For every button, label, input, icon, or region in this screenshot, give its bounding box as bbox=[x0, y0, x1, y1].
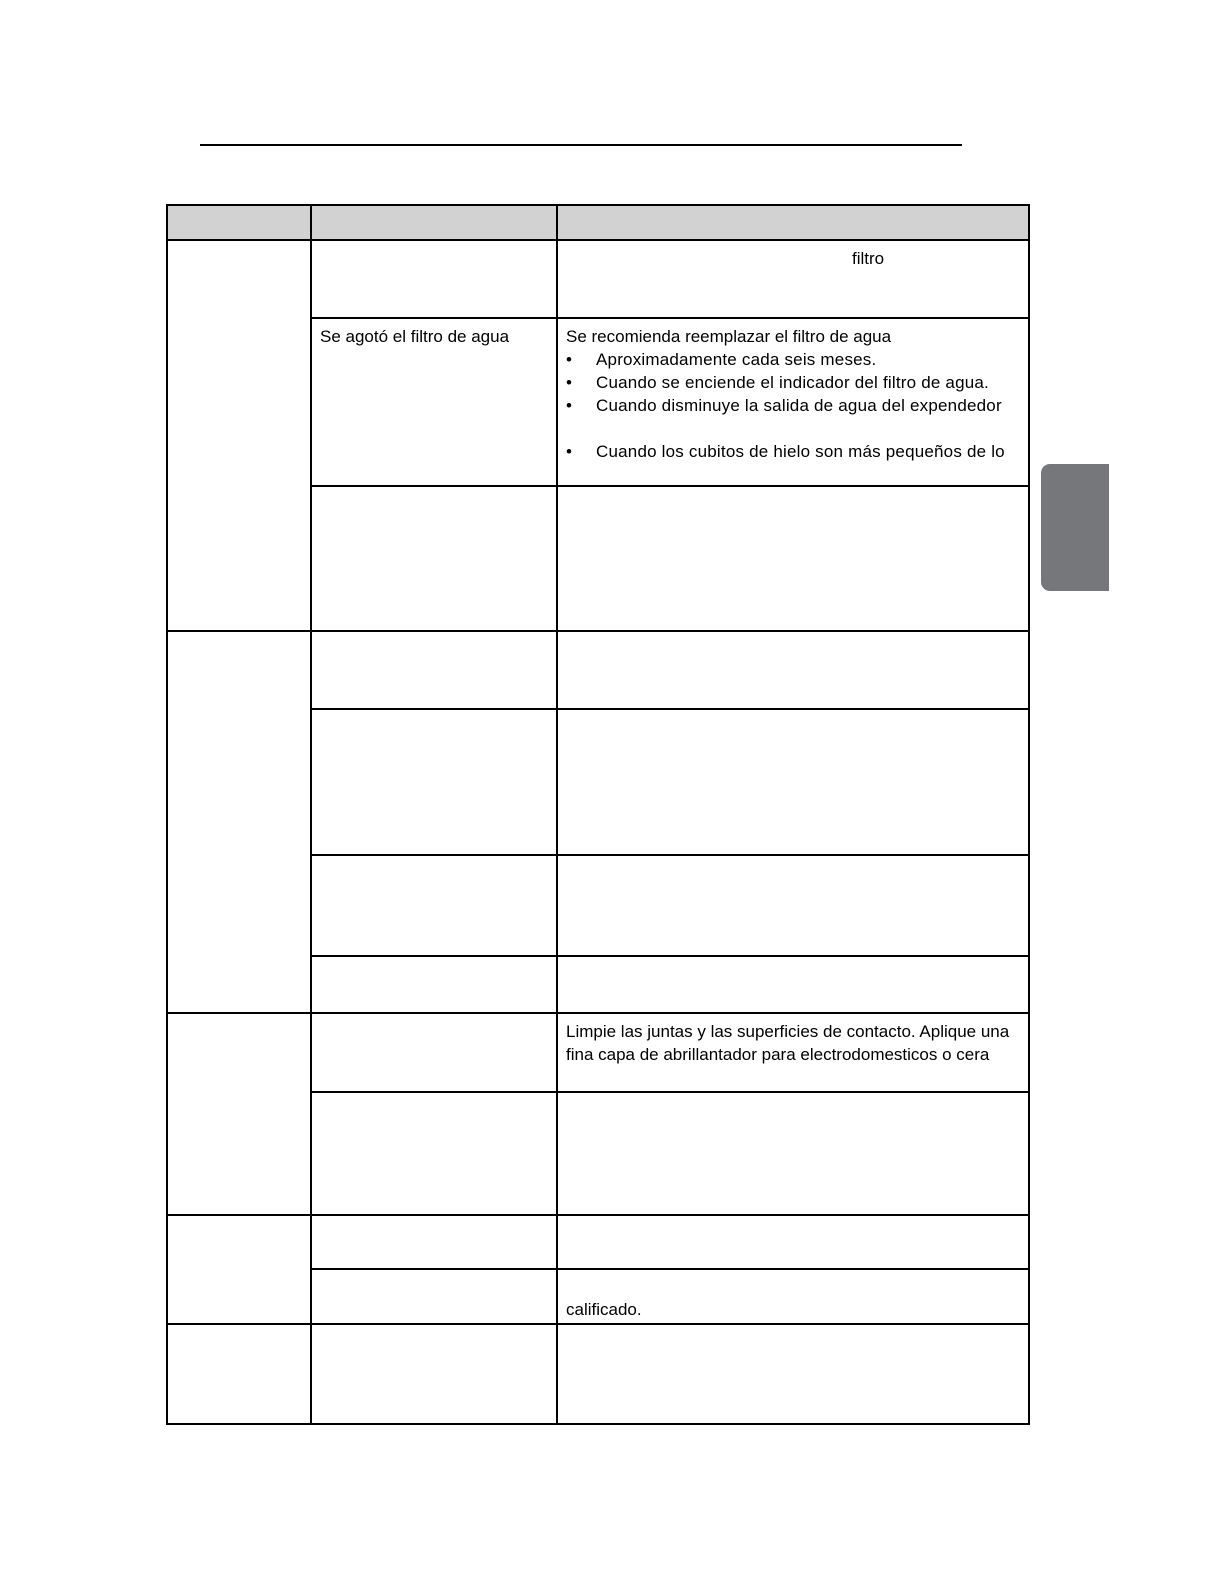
table-row bbox=[167, 1013, 1029, 1092]
list-item bbox=[566, 348, 1020, 371]
solution-cell bbox=[557, 1215, 1029, 1269]
problem-cell bbox=[167, 1324, 311, 1424]
list-item bbox=[566, 440, 1020, 463]
cause-cell bbox=[311, 1092, 557, 1215]
troubleshooting-table bbox=[166, 204, 1030, 1425]
chapter-tab bbox=[1041, 464, 1109, 591]
cause-cell bbox=[311, 240, 557, 318]
cause-cell bbox=[311, 956, 557, 1013]
header-cell-solution bbox=[557, 205, 1029, 240]
solution-cell bbox=[557, 318, 1029, 486]
table-row bbox=[167, 631, 1029, 709]
bullet-icon: • bbox=[566, 396, 572, 415]
cause-cell bbox=[311, 318, 557, 486]
problem-cell bbox=[167, 1215, 311, 1324]
list-item-text: Cuando los cubitos de hielo son más pequeños de lo bbox=[596, 442, 1005, 461]
header-rule bbox=[200, 144, 962, 146]
solution-cell bbox=[557, 956, 1029, 1013]
bullet-icon: • bbox=[566, 442, 572, 461]
problem-cell bbox=[167, 631, 311, 1013]
cause-cell bbox=[311, 1324, 557, 1424]
table-header-row bbox=[167, 205, 1029, 240]
list-item-text: Aproximadamente cada seis meses. bbox=[596, 350, 877, 369]
solution-cell bbox=[557, 855, 1029, 956]
list-item-text: Cuando se enciende el indicador del filtro de agua. bbox=[596, 373, 989, 392]
problem-cell bbox=[167, 1013, 311, 1215]
cause-cell bbox=[311, 1269, 557, 1324]
cause-cell bbox=[311, 709, 557, 855]
blank-line bbox=[566, 417, 1020, 440]
solution-cell bbox=[557, 1092, 1029, 1215]
bullet-icon: • bbox=[566, 373, 572, 392]
header-cell-cause bbox=[311, 205, 557, 240]
cause-cell bbox=[311, 1215, 557, 1269]
solution-cell bbox=[557, 1300, 1029, 1424]
solution-cell bbox=[557, 486, 1029, 631]
solution-cell bbox=[557, 631, 1029, 709]
table-row bbox=[167, 240, 1029, 318]
solution-cell bbox=[557, 1013, 1029, 1092]
solution-cell bbox=[557, 709, 1029, 855]
cause-cell bbox=[311, 855, 557, 956]
solution-text-line: fina capa de abrillantador para electrodomesticos o cera bbox=[566, 1045, 990, 1064]
solution-text-fragment: filtro bbox=[852, 249, 885, 268]
cause-cell bbox=[311, 631, 557, 709]
solution-cell bbox=[557, 240, 1029, 318]
table-row bbox=[167, 1215, 1029, 1269]
bullet-icon: • bbox=[566, 350, 572, 369]
list-item bbox=[566, 394, 1020, 417]
cause-text: Se agotó el filtro de agua bbox=[320, 327, 510, 346]
list-item bbox=[566, 371, 1020, 394]
cause-cell bbox=[311, 1013, 557, 1092]
header-cell-problem bbox=[167, 205, 311, 240]
list-item-text: Cuando disminuye la salida de agua del expendedor bbox=[596, 396, 1002, 415]
cause-cell bbox=[311, 486, 557, 631]
table-row bbox=[167, 1324, 1029, 1424]
problem-cell bbox=[167, 240, 311, 631]
solution-text-tail: calificado. bbox=[566, 1300, 642, 1319]
solution-intro: Se recomienda reemplazar el filtro de agua bbox=[566, 327, 892, 346]
solution-text-line: Limpie las juntas y las superficies de contacto. Aplique una bbox=[566, 1022, 1010, 1041]
